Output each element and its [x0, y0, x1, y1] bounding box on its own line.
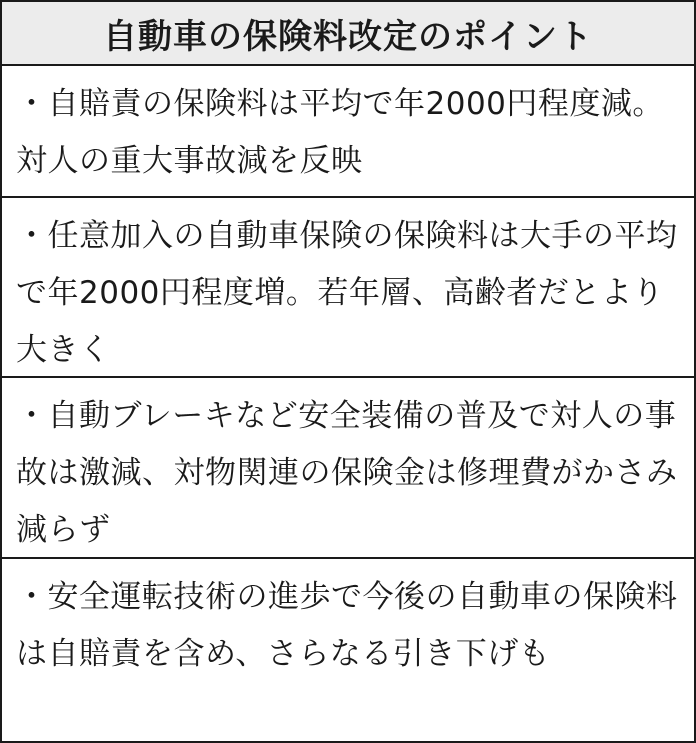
point-row: [2, 198, 694, 378]
point-text: ・自動ブレーキなど安全装備の普及で対人の事故は激減、対物関連の保険金は修理費がかさみ減らず: [16, 398, 678, 548]
table-title: 自動車の保険料改定のポイント: [103, 16, 593, 57]
point-text: ・自賠責の保険料は平均で年2000円程度減。対人の重大事故減を反映: [16, 86, 664, 179]
point-row: [2, 559, 694, 741]
table-header: [2, 2, 694, 66]
point-text: ・任意加入の自動車保険の保険料は大手の平均で年2000円程度増。若年層、高齢者だとより大きく: [16, 218, 678, 368]
point-row: [2, 378, 694, 559]
point-text: ・安全運転技術の進歩で今後の自動車の保険料は自賠責を含め、さらなる引き下げも: [16, 579, 678, 672]
point-row: [2, 66, 694, 198]
